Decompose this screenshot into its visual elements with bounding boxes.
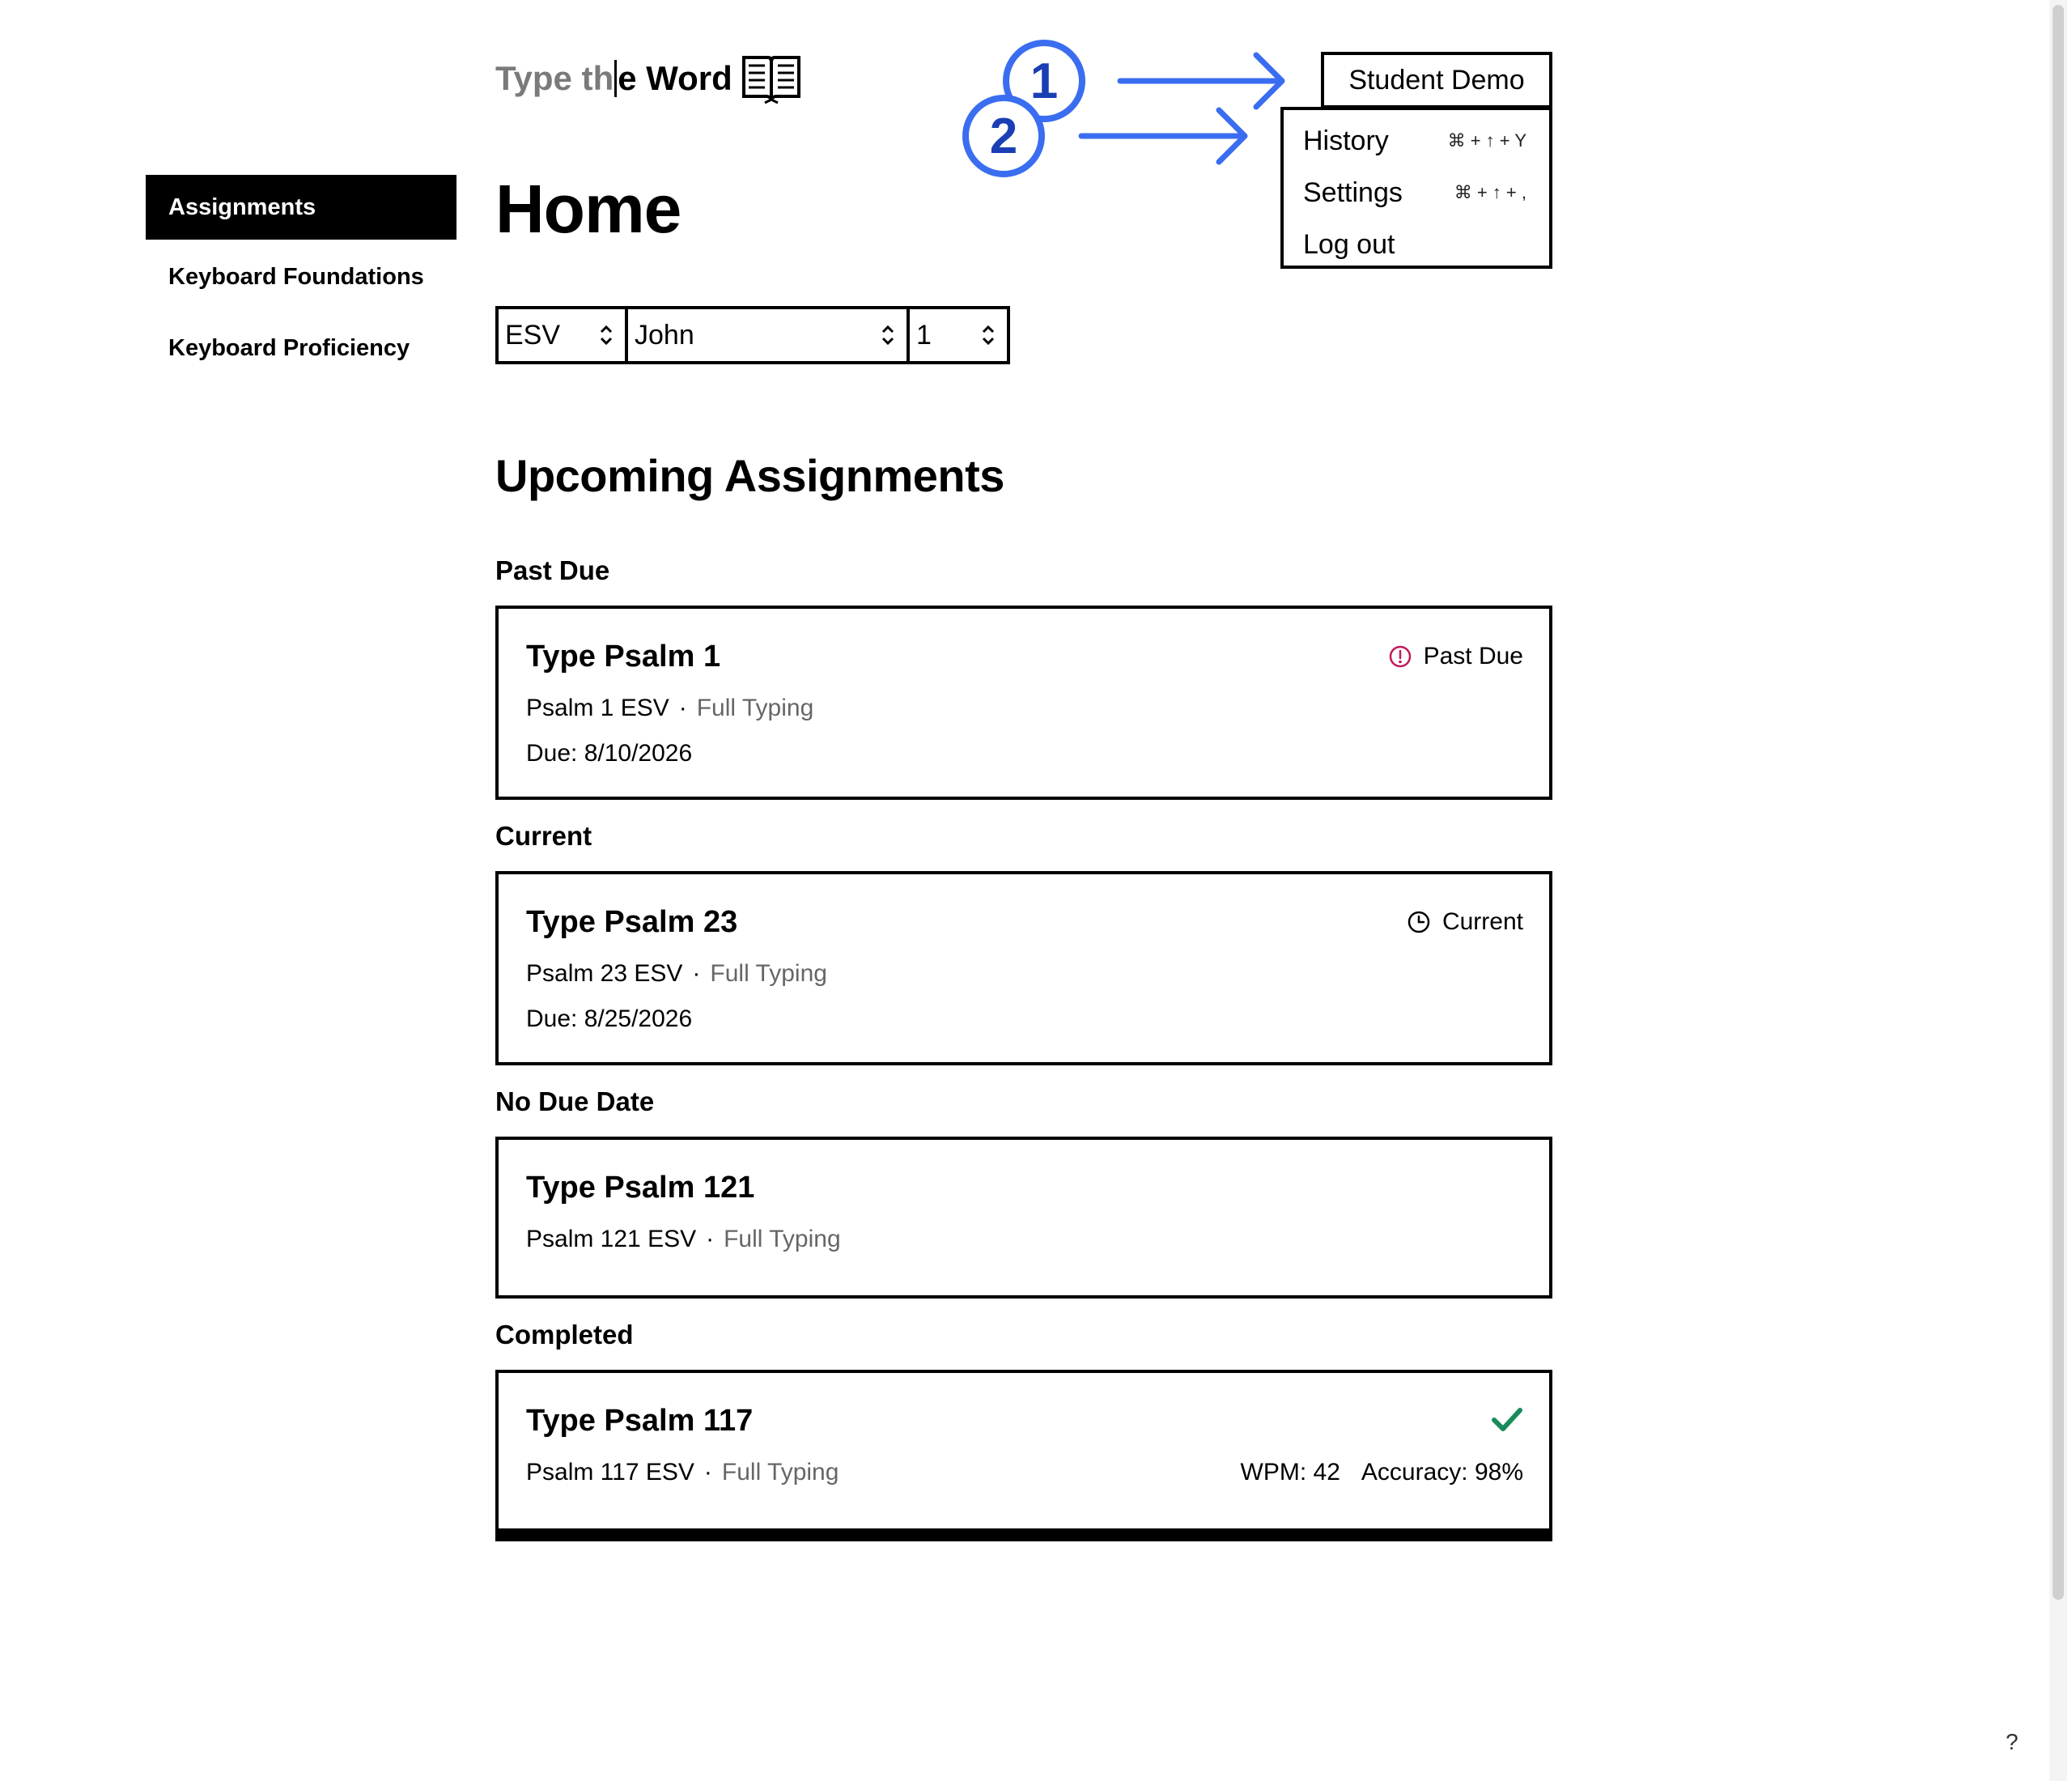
version-select[interactable] (495, 306, 628, 364)
book-select[interactable] (625, 306, 910, 364)
annotation-arrow-2 (1081, 110, 1245, 162)
assignment-mode: Full Typing (724, 1226, 841, 1252)
sidebar-item-label: Keyboard Foundations (168, 263, 424, 290)
version-select-value: ESV (505, 319, 561, 351)
sidebar-item-keyboard-foundations[interactable] (146, 244, 456, 309)
menu-item-label: Settings (1303, 176, 1403, 208)
assignment-passage: Psalm 121 ESV (526, 1226, 697, 1252)
status-text: Current (1441, 908, 1523, 935)
scrollbar-thumb[interactable] (2053, 5, 2064, 1600)
assignment-card-psalm-117[interactable] (495, 1370, 1552, 1541)
chapter-select-value: 1 (916, 319, 932, 351)
assignment-meta (526, 695, 813, 722)
assignment-meta (526, 1459, 839, 1486)
menu-item-settings[interactable] (1284, 167, 1549, 219)
wpm-stat: WPM: 42 (1240, 1459, 1340, 1486)
annotation-step-2 (966, 98, 1042, 174)
assignment-due-date: Due: 8/10/2026 (526, 740, 693, 767)
assignment-title: Type Psalm 117 (526, 1404, 754, 1438)
section-label-completed: Completed (495, 1320, 634, 1350)
menu-item-label: Log out (1303, 228, 1395, 260)
menu-item-shortcut: ⌘ + ↑ + Y (1447, 130, 1526, 151)
assignment-meta (526, 1226, 841, 1253)
status-text: Past Due (1423, 643, 1523, 669)
status-badge (1491, 1405, 1523, 1433)
checkmark-icon (1491, 1405, 1523, 1433)
open-book-icon (741, 53, 802, 104)
meta-separator: · (678, 695, 687, 721)
chevron-updown-icon (599, 323, 614, 347)
meta-separator: · (692, 960, 701, 987)
chapter-select[interactable] (906, 306, 1010, 364)
sidebar-item-label: Keyboard Proficiency (168, 334, 410, 361)
meta-separator: · (703, 1459, 712, 1486)
menu-item-label: History (1303, 125, 1389, 156)
assignment-due-date: Due: 8/25/2026 (526, 1005, 693, 1032)
logo-caret (614, 60, 617, 97)
assignment-passage: Psalm 23 ESV (526, 960, 683, 987)
assignment-card-psalm-23[interactable] (495, 871, 1552, 1065)
logo-text-light: Type th (495, 59, 614, 97)
assignment-passage: Psalm 117 ESV (526, 1459, 694, 1486)
menu-item-history[interactable] (1284, 115, 1549, 167)
app-logo[interactable] (495, 50, 802, 107)
sidebar-item-label: Assignments (168, 193, 316, 220)
page-title: Home (495, 171, 681, 247)
chevron-updown-icon (881, 323, 895, 347)
status-badge (1407, 908, 1523, 936)
chevron-updown-icon (981, 323, 996, 347)
meta-separator: · (706, 1226, 715, 1252)
status-badge (1388, 643, 1523, 670)
upcoming-assignments-heading: Upcoming Assignments (495, 450, 1004, 501)
assignment-card-psalm-121[interactable] (495, 1137, 1552, 1299)
accuracy-stat: Accuracy: 98% (1361, 1459, 1523, 1486)
assignment-meta (526, 960, 827, 988)
annotation-arrow-1 (1120, 55, 1282, 107)
svg-text:1: 1 (1030, 53, 1059, 109)
svg-text:2: 2 (989, 108, 1018, 164)
assignment-card-psalm-1[interactable] (495, 606, 1552, 800)
user-dropdown-menu (1280, 107, 1552, 269)
book-select-value: John (635, 319, 694, 351)
assignment-passage: Psalm 1 ESV (526, 695, 669, 721)
sidebar-item-assignments[interactable] (146, 175, 456, 240)
section-label-current: Current (495, 821, 592, 851)
assignment-title: Type Psalm 121 (526, 1171, 755, 1205)
sidebar-item-keyboard-proficiency[interactable] (146, 316, 456, 380)
assignment-title: Type Psalm 23 (526, 905, 738, 939)
section-label-no-due-date: No Due Date (495, 1086, 655, 1116)
section-label-past-due: Past Due (495, 555, 610, 585)
help-button[interactable]: ? (2006, 1729, 2019, 1754)
assignment-title: Type Psalm 1 (526, 640, 721, 674)
user-menu-button[interactable]: Student Demo (1321, 52, 1552, 108)
assignment-mode: Full Typing (696, 695, 814, 721)
assignment-mode: Full Typing (710, 960, 827, 987)
card-bottom-bar (495, 1528, 1552, 1541)
annotation-overlay (955, 32, 1295, 186)
clock-icon (1407, 910, 1431, 934)
assignment-mode: Full Typing (721, 1459, 839, 1486)
menu-item-logout[interactable] (1284, 219, 1549, 270)
assignment-stats (1241, 1459, 1523, 1486)
menu-item-shortcut: ⌘ + ↑ + , (1454, 182, 1526, 202)
logo-text-dark: e Word (618, 59, 732, 97)
alert-circle-icon (1388, 644, 1412, 669)
